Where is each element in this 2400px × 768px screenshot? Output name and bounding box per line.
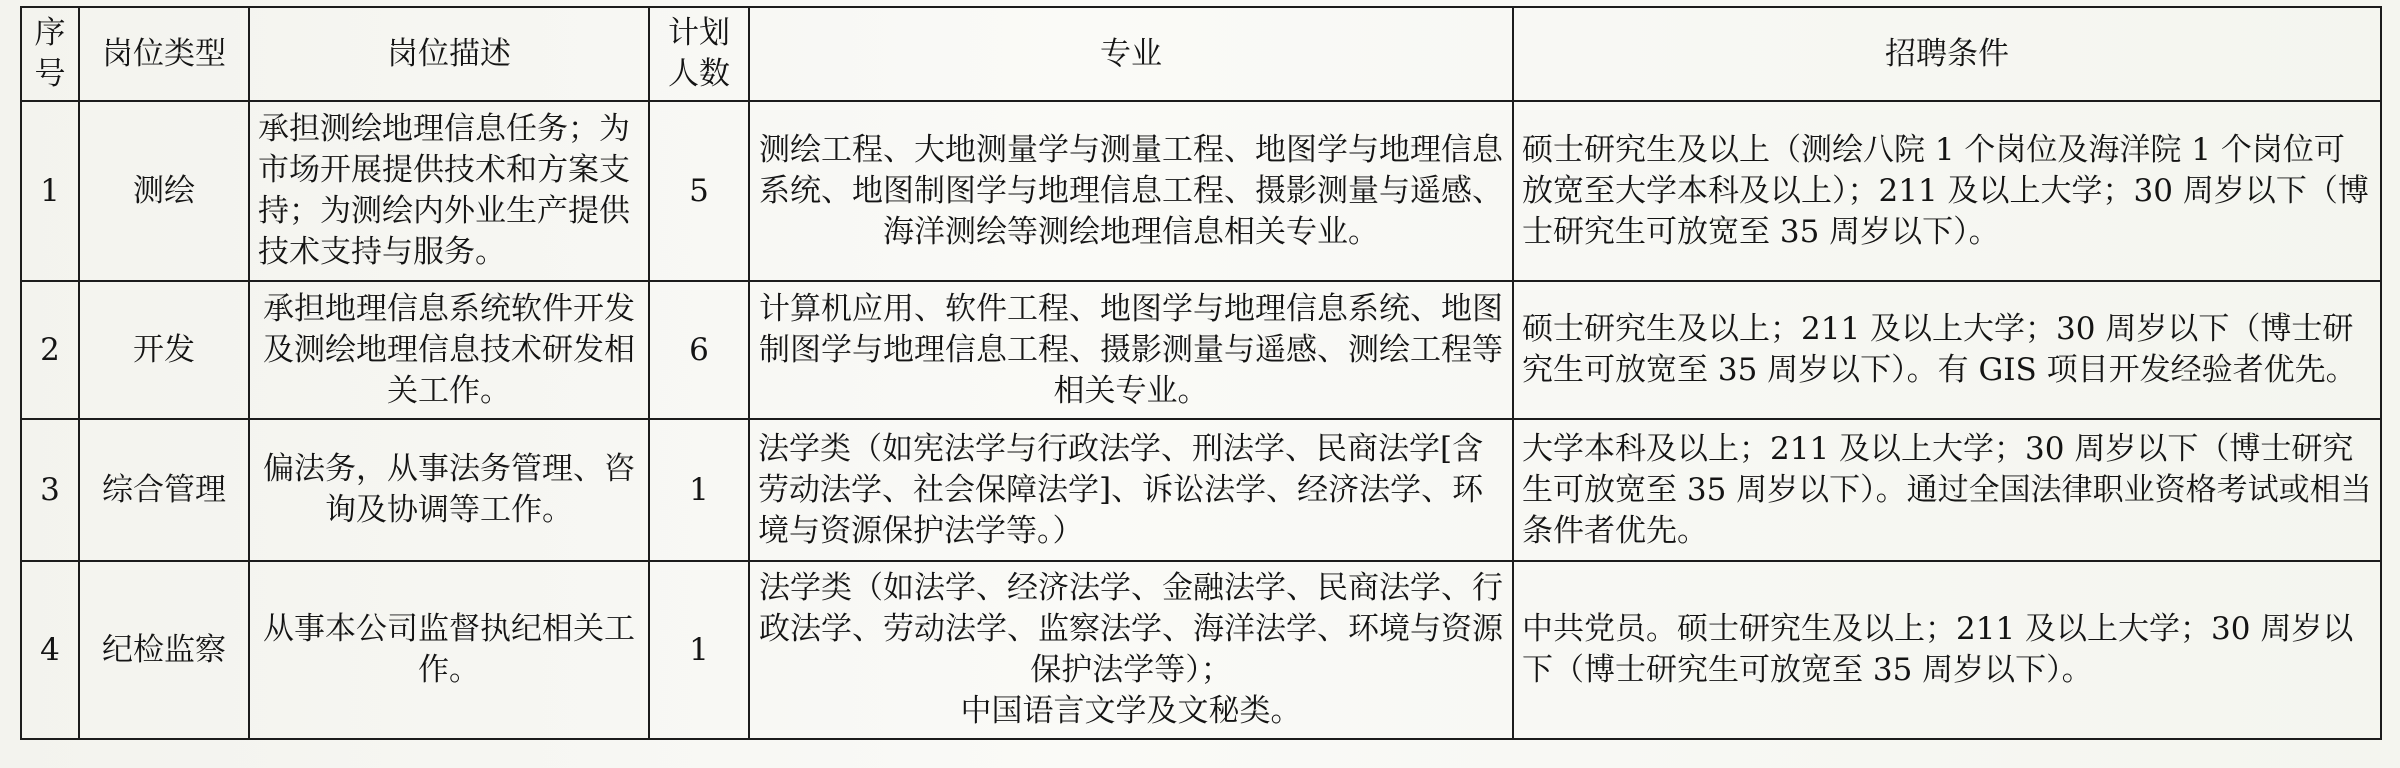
cell-major-part2: 中国语言文学及文秘类。 [960,693,1302,729]
header-seq-line2: 号 [34,56,66,92]
header-major: 专业 [749,7,1513,101]
cell-desc: 偏法务，从事法务管理、咨询及协调等工作。 [249,419,649,561]
cell-type: 纪检监察 [79,561,249,739]
cell-desc: 从事本公司监督执纪相关工作。 [249,561,649,739]
header-count [649,7,749,101]
cell-count: 6 [649,281,749,419]
header-count-line1: 计划 [668,15,730,51]
table-row [21,419,2381,561]
cell-major: 测绘工程、大地测量学与测量工程、地图学与地理信息系统、地图制图学与地理信息工程、摄影测量与遥感、海洋测绘等测绘地理信息相关专业。 [749,101,1513,281]
cell-type: 开发 [79,281,249,419]
cell-seq: 4 [21,561,79,739]
table-row [21,281,2381,419]
cell-cond: 硕士研究生及以上（测绘八院 1 个岗位及海洋院 1 个岗位可放宽至大学本科及以上）；211 及以上大学；30 周岁以下（博士研究生可放宽至 35 周岁以下）。 [1513,101,2381,281]
cell-major: 计算机应用、软件工程、地图学与地理信息系统、地图制图学与地理信息工程、摄影测量与遥感、测绘工程等相关专业。 [749,281,1513,419]
cell-count: 1 [649,419,749,561]
header-seq-line1: 序 [34,15,66,51]
header-count-line2: 人数 [668,56,730,92]
cell-type: 测绘 [79,101,249,281]
header-desc: 岗位描述 [249,7,649,101]
header-seq [21,7,79,101]
cell-cond: 中共党员。硕士研究生及以上；211 及以上大学；30 周岁以下（博士研究生可放宽至 35 周岁以下）。 [1513,561,2381,739]
cell-count: 1 [649,561,749,739]
cell-major-part1: 法学类（如法学、经济法学、金融法学、民商法学、行政法学、劳动法学、监察法学、海洋法学、环境与资源保护法学等）； [759,570,1503,688]
header-type: 岗位类型 [79,7,249,101]
cell-cond: 硕士研究生及以上；211 及以上大学；30 周岁以下（博士研究生可放宽至 35 周岁以下）。有 GIS 项目开发经验者优先。 [1513,281,2381,419]
cell-desc: 承担地理信息系统软件开发及测绘地理信息技术研发相关工作。 [249,281,649,419]
table-row [21,101,2381,281]
cell-seq: 1 [21,101,79,281]
cell-major: 法学类（如宪法学与行政法学、刑法学、民商法学[含劳动法学、社会保障法学]、诉讼法学、经济法学、环境与资源保护法学等。） [749,419,1513,561]
table-header-row [21,7,2381,101]
cell-type: 综合管理 [79,419,249,561]
cell-seq: 3 [21,419,79,561]
cell-major [749,561,1513,739]
recruitment-table [20,6,2382,740]
cell-cond: 大学本科及以上；211 及以上大学；30 周岁以下（博士研究生可放宽至 35 周岁以下）。通过全国法律职业资格考试或相当条件者优先。 [1513,419,2381,561]
cell-seq: 2 [21,281,79,419]
table-row [21,561,2381,739]
header-cond: 招聘条件 [1513,7,2381,101]
cell-count: 5 [649,101,749,281]
cell-desc: 承担测绘地理信息任务；为市场开展提供技术和方案支持；为测绘内外业生产提供技术支持与服务。 [249,101,649,281]
